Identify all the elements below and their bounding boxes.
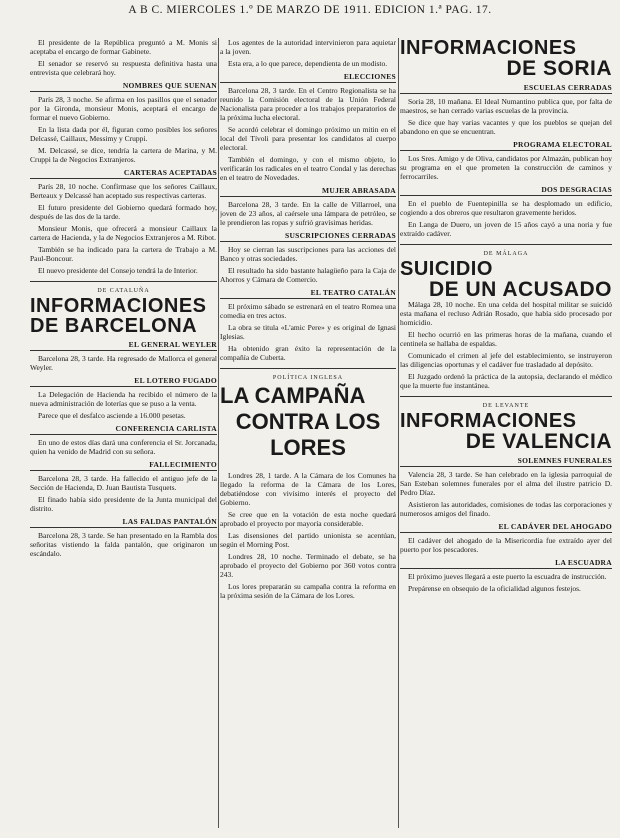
column-2	[220, 38, 396, 603]
spacer	[220, 461, 396, 471]
paragraph: Comunicado el crimen al jefe del establecimiento, se instruyeron las diligencias oportunas y el cadáver fue trasladado al depósito.	[400, 351, 612, 369]
paragraph: Se dice que hay varias vacantes y que los pueblos se quejan del abandono en que se encuentran.	[400, 118, 612, 136]
paragraph: Barcelona 28, 3 tarde. En la calle de Villarroel, una joven de 23 años, al caérsele una lámpara de petróleo, se le prendieron las ropas y sufrió gravísimas heridas.	[220, 200, 396, 227]
running-header: A B C. MIERCOLES 1.º DE MARZO DE 1911. EDICION 1.ª PAG. 17.	[128, 4, 492, 16]
paragraph: Barcelona 28, 3 tarde. Se han presentado en la Rambla dos señoritas vistiendo la falda pantalón, que originaron un escándalo.	[30, 531, 217, 558]
headline-barcelona: INFORMACIONES DE BARCELONA	[30, 295, 207, 337]
headline-de-valencia: DE VALENCIA	[465, 430, 612, 453]
paragraph: Los Sres. Amigo y de Oliva, candidatos por Almazán, publican hoy su programa en el que prometen la construcción de caminos y ferrocarriles.	[400, 154, 612, 181]
paragraph: La obra se titula «L'amic Pere» y es original de Ignasi Iglesias.	[220, 323, 396, 341]
paragraph: París 28, 10 noche. Confírmase que los señores Caillaux, Berteaux y Delcassé han aceptado sus respectivas carteras.	[30, 182, 217, 200]
headline-informaciones-valencia: INFORMACIONES	[400, 410, 577, 432]
subheading: EL TEATRO CATALÁN	[220, 288, 396, 299]
paragraph: En el pueblo de Fuentepinilla se ha desplomado un edificio, cogiendo a dos obreros que resultaron gravemente heridos.	[400, 199, 612, 217]
paragraph: Se acordó celebrar el domingo próximo un mitin en el local del Tívoli para presentar los candidatos al cuerpo electoral.	[220, 125, 396, 152]
paragraph: Hoy se cierran las suscripciones para las acciones del Banco y otras sociedades.	[220, 245, 396, 263]
paragraph: M. Delcassé, se dice, tendría la cartera de Marina, y M. Cruppi la de Negocios Extranjeros.	[30, 146, 217, 164]
paragraph: El nuevo presidente del Consejo tendrá la de Interior.	[38, 266, 198, 275]
section-kicker: POLÍTICA INGLESA	[272, 375, 344, 381]
paragraph: Parece que el desfalco asciende a 16.000 pesetas.	[38, 411, 186, 420]
paragraph: Londres 28, 1 tarde. A la Cámara de los Comunes ha llegado la reforma de la Cámara de los Lores, debatiéndose con vivísimo interés el proyecto del Gobierno.	[220, 471, 396, 507]
subheading: CARTERAS ACEPTADAS	[30, 168, 217, 179]
subheading: SOLEMNES FUNERALES	[400, 456, 612, 467]
subheading: LA ESCUADRA	[400, 558, 612, 569]
headline-de-un-acusado: DE UN ACUSADO	[428, 278, 612, 301]
headline-lores: CONTRA LOS LORES	[235, 409, 381, 460]
paragraph: La Delegación de Hacienda ha recibido el número de la nueva administración de loterías que se puso a la venta.	[30, 390, 217, 408]
paragraph: El próximo sábado se estrenará en el teatro Romea una comedia en tres actos.	[220, 302, 396, 320]
paragraph: El próximo jueves llegará a este puerto la escuadra de instrucción.	[408, 572, 607, 581]
paragraph: Asistieron las autoridades, comisiones de todas las corporaciones y numerosos amigos del finado.	[400, 500, 612, 518]
paragraph: Málaga 28, 10 noche. En una celda del hospital militar se suicidó esta mañana el recluso Adrián Rosado, que había sido procesado por homicidio.	[400, 300, 612, 327]
subheading: PROGRAMA ELECTORAL	[400, 140, 612, 151]
subheading: ELECCIONES	[220, 72, 396, 83]
subheading: LAS FALDAS PANTALÓN	[30, 517, 217, 528]
paragraph: Ha obtenido gran éxito la representación de la compañía de Cuberta.	[220, 344, 396, 362]
subheading: DOS DESGRACIAS	[400, 185, 612, 196]
paragraph: El futuro presidente del Gobierno quedará formado hoy, después de las dos de la tarde.	[30, 203, 217, 221]
paragraph: Barcelona 28, 3 tarde. Ha fallecido el antiguo jefe de la Sección de Hacienda, D. Juan Bautista Tusquets.	[30, 474, 217, 492]
subheading: ESCUELAS CERRADAS	[400, 83, 612, 94]
subheading: FALLECIMIENTO	[30, 460, 217, 471]
column-1	[30, 38, 217, 561]
subheading: CONFERENCIA CARLISTA	[30, 424, 217, 435]
paragraph: Barcelona 28, 3 tarde. Ha regresado de Mallorca el general Weyler.	[30, 354, 217, 372]
paragraph: Se cree que en la votación de esta noche quedará aprobado el proyecto por mayoría considerable.	[220, 510, 396, 528]
paragraph: También el domingo, y con el mismo objeto, lo verificarán los radicales en el teatro Condal y las derechas en el teatro de Novedades.	[220, 155, 396, 182]
subheading: EL CADÁVER DEL AHOGADO	[400, 522, 612, 533]
headline-de-soria: DE SORIA	[506, 57, 612, 80]
paragraph: Los agentes de la autoridad intervinieron para aquietar a la joven.	[220, 38, 396, 56]
headline-campana: LA CAMPAÑA	[220, 383, 366, 408]
section-kicker: DE MÁLAGA	[483, 251, 529, 257]
paragraph: Prepárense en obsequio de la oficialidad algunos festejos.	[408, 584, 581, 593]
divider	[400, 396, 612, 397]
paragraph: Valencia 28, 3 tarde. Se han celebrado en la iglesia parroquial de San Esteban solemnes funerales por el alma del ilustre patricio D. Pedro Díaz.	[400, 470, 612, 497]
column-rule-1	[218, 38, 219, 828]
paragraph: Soria 28, 10 mañana. El Ideal Numantino publica que, por falta de maestros, se han cerrado varias escuelas de la provincia.	[400, 97, 612, 115]
divider	[400, 244, 612, 245]
paragraph: París 28, 3 noche. Se afirma en los pasillos que el senador por la Gironda, monsieur Monis, aceptará el encargo de formar el nuevo Gobierno.	[30, 95, 217, 122]
paragraph: Londres 28, 10 noche. Terminado el debate, se ha aprobado el proyecto del Gobierno por 360 votos contra 243.	[220, 552, 396, 579]
paragraph: Las disensiones del partido unionista se acentúan, según el Morning Post.	[220, 531, 396, 549]
paragraph: Esta era, a lo que parece, dependienta de un modisto.	[228, 59, 388, 68]
paragraph: El senador se reservó su respuesta definitiva hasta una entrevista que celebrará hoy.	[30, 59, 217, 77]
paragraph: En Langa de Duero, un joven de 15 años cayó a una noria y fue extraído cadáver.	[400, 220, 612, 238]
subheading: SUSCRIPCIONES CERRADAS	[220, 231, 396, 242]
subheading: EL GENERAL WEYLER	[30, 340, 217, 351]
subheading: EL LOTERO FUGADO	[30, 376, 217, 387]
subheading: NOMBRES QUE SUENAN	[30, 81, 217, 92]
paragraph: El Juzgado ordenó la práctica de la autopsia, declarando el médico que la muerte fue instantánea.	[400, 372, 612, 390]
paragraph: El presidente de la República preguntó a M. Monis si aceptaba el encargo de formar Gabinete.	[30, 38, 217, 56]
headline-suicidio: SUICIDIO	[400, 258, 493, 280]
paragraph: Monsieur Monis, que ofrecerá a monsieur Caillaux la cartera de Hacienda, y la de Negocios Extranjeros a M. Ribot.	[30, 224, 217, 242]
section-kicker: DE CATALUÑA	[97, 288, 150, 294]
paragraph: Barcelona 28, 3 tarde. En el Centro Regionalista se ha reunido la Comisión electoral de la Unión Federal Nacionalista para proceder a los trabajos preparatorios de la próxima lucha electoral.	[220, 86, 396, 122]
paragraph: En uno de estos días dará una conferencia el Sr. Jorcanada, quien ha venido de Madrid con su señora.	[30, 438, 217, 456]
paragraph: El finado había sido presidente de la Junta municipal del distrito.	[30, 495, 217, 513]
column-3	[400, 38, 612, 596]
headline-informaciones-soria: INFORMACIONES	[400, 38, 577, 59]
divider	[30, 281, 217, 282]
paragraph: El resultado ha sido bastante halagüeño para la Caja de Ahorros y Cámara de Comercio.	[220, 266, 396, 284]
paragraph: En la lista dada por él, figuran como posibles los señores Delcassé, Caillaux, Messimy y Cruppi.	[30, 125, 217, 143]
divider	[220, 368, 396, 369]
subheading: MUJER ABRASADA	[220, 186, 396, 197]
section-kicker: DE LEVANTE	[482, 403, 530, 409]
paragraph: Los lores prepararán su campaña contra la reforma en la próxima sesión de la Cámara de los Lores.	[220, 582, 396, 600]
column-rule-2	[398, 38, 399, 828]
paragraph: El cadáver del ahogado de la Misericordia fue extraído ayer del puerto por los pescadores.	[400, 536, 612, 554]
paragraph: También se ha indicado para la cartera de Trabajo a M. Paul-Boncour.	[30, 245, 217, 263]
paragraph: El hecho ocurrió en las primeras horas de la mañana, cuando el centinela se hallaba de espaldas.	[400, 330, 612, 348]
